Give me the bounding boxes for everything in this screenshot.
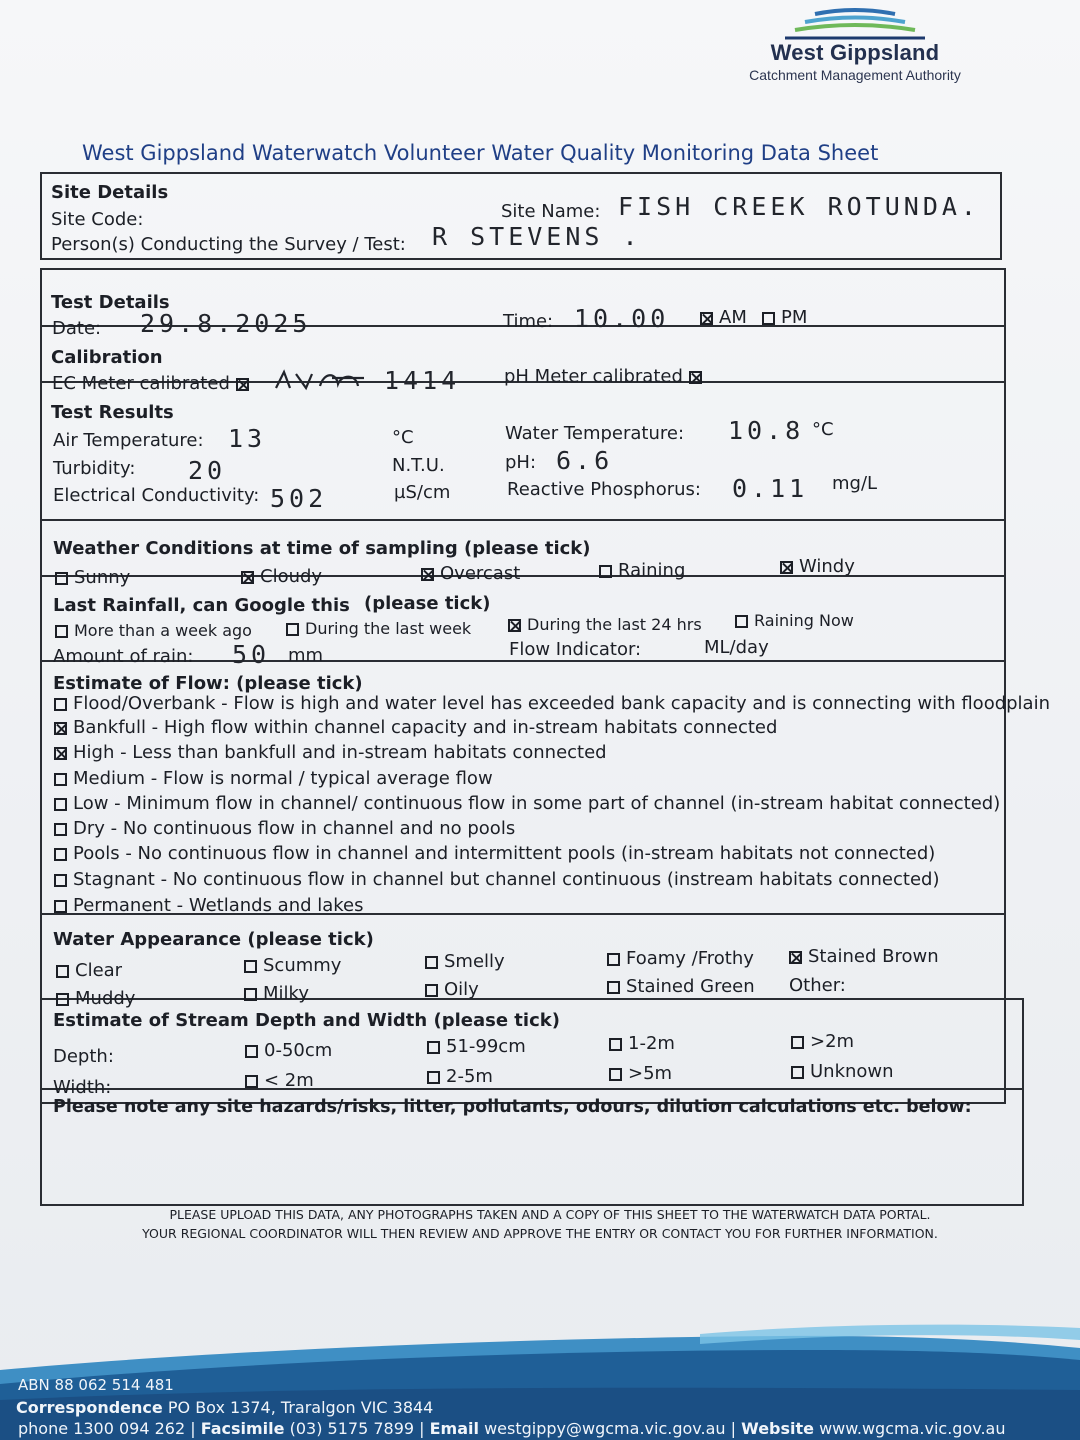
option-label: Overcast bbox=[440, 563, 521, 584]
flow-bankfull-checkbox[interactable] bbox=[54, 722, 67, 735]
rainfall-option[interactable] bbox=[55, 621, 252, 640]
notes-heading: Please note any site hazards/risks, litter, pollutants, odours, dilution calculations etc. below: bbox=[53, 1097, 972, 1117]
weather-option[interactable] bbox=[421, 563, 520, 584]
weather-option[interactable] bbox=[55, 567, 130, 588]
pm-checkbox[interactable] bbox=[762, 312, 775, 325]
option-label: 0-50cm bbox=[264, 1040, 333, 1061]
depth-over-2m-checkbox[interactable] bbox=[791, 1036, 804, 1049]
appearance-option[interactable] bbox=[56, 988, 135, 1009]
appearance-heading: Water Appearance (please tick) bbox=[53, 929, 374, 950]
ph-label: pH: bbox=[505, 452, 537, 473]
email-link[interactable]: westgippy@wgcma.vic.gov.au bbox=[484, 1419, 726, 1438]
width-label: Width: bbox=[53, 1077, 112, 1098]
ph-calibrated-option[interactable] bbox=[504, 366, 708, 387]
footer-correspondence bbox=[16, 1398, 433, 1417]
option-label: 51-99cm bbox=[446, 1036, 526, 1057]
time-value[interactable]: 10.00 bbox=[574, 304, 670, 333]
weather-sunny-checkbox[interactable] bbox=[55, 572, 68, 585]
flow-permanent-label: Permanent - Wetlands and lakes bbox=[73, 895, 364, 916]
option-label: < 2m bbox=[264, 1070, 314, 1091]
width-option[interactable] bbox=[427, 1066, 493, 1087]
amount-rain-label: Amount of rain: bbox=[53, 646, 194, 667]
width-option[interactable] bbox=[245, 1070, 314, 1091]
rainfall-option[interactable] bbox=[286, 619, 471, 638]
website-label: Website bbox=[741, 1419, 814, 1438]
rain-last-week-checkbox[interactable] bbox=[286, 623, 299, 636]
depth-width-heading: Estimate of Stream Depth and Width (please tick) bbox=[53, 1010, 560, 1031]
flow-low-checkbox[interactable] bbox=[54, 798, 67, 811]
depth-label: Depth: bbox=[53, 1046, 114, 1067]
option-label: Scummy bbox=[263, 955, 342, 976]
appearance-option[interactable] bbox=[244, 955, 341, 976]
site-details-heading: Site Details bbox=[51, 182, 169, 203]
flow-bankfull-label: Bankfull - High flow within channel capacity and in-stream habitats connected bbox=[73, 717, 778, 738]
rainfall-tick-note: (please tick) bbox=[364, 593, 491, 614]
turbidity-value[interactable]: 20 bbox=[188, 456, 227, 485]
upload-note-line1: PLEASE UPLOAD THIS DATA, ANY PHOTOGRAPHS TAKEN AND A COPY OF THIS SHEET TO THE WATERWATCH DATA PORTAL. bbox=[169, 1207, 931, 1222]
ec-unit: µS/cm bbox=[394, 482, 451, 503]
flow-indicator-unit: ML/day bbox=[704, 637, 769, 658]
flow-option-dry[interactable] bbox=[54, 818, 515, 839]
divider bbox=[40, 575, 1004, 577]
weather-windy-checkbox[interactable] bbox=[780, 561, 793, 574]
footer-abn: ABN 88 062 514 481 bbox=[18, 1376, 174, 1394]
option-label: Unknown bbox=[810, 1061, 894, 1082]
option-label: Smelly bbox=[444, 951, 505, 972]
person-label: Person(s) Conducting the Survey / Test: bbox=[51, 234, 406, 255]
flow-option-pools[interactable] bbox=[54, 843, 935, 864]
amount-rain-value[interactable]: 50 bbox=[232, 640, 271, 669]
oily-checkbox[interactable] bbox=[425, 984, 438, 997]
option-label: Clear bbox=[75, 960, 123, 981]
depth-option[interactable] bbox=[609, 1033, 675, 1054]
upload-note-line2: YOUR REGIONAL COORDINATOR WILL THEN REVIEW AND APPROVE THE ENTRY OR CONTACT YOU FOR FURTHER INFORMATION. bbox=[142, 1226, 938, 1241]
depth-option[interactable] bbox=[427, 1036, 526, 1057]
logo-title: West Gippsland bbox=[770, 40, 940, 65]
flow-option-stagnant[interactable] bbox=[54, 869, 939, 890]
pm-label: PM bbox=[781, 307, 808, 328]
flow-option-bankfull[interactable] bbox=[54, 717, 777, 738]
option-label: Oily bbox=[444, 979, 479, 1000]
option-label: Stained Brown bbox=[808, 946, 939, 967]
option-label: >5m bbox=[628, 1063, 673, 1084]
separator: | bbox=[730, 1419, 737, 1438]
separator: | bbox=[419, 1419, 425, 1438]
option-label: Raining Now bbox=[754, 611, 854, 630]
fax-value: (03) 5175 7899 bbox=[289, 1419, 415, 1438]
appearance-option[interactable] bbox=[425, 951, 505, 972]
rain-24hrs-checkbox[interactable] bbox=[508, 619, 521, 632]
depth-51-99-checkbox[interactable] bbox=[427, 1041, 440, 1054]
width-unknown-checkbox[interactable] bbox=[791, 1066, 804, 1079]
phosphorus-label: Reactive Phosphorus: bbox=[507, 479, 701, 500]
ec-value[interactable]: 502 bbox=[270, 484, 328, 513]
appearance-option[interactable] bbox=[56, 960, 122, 981]
option-label: Raining bbox=[618, 560, 686, 581]
option-label: >2m bbox=[810, 1031, 855, 1052]
flow-option-low[interactable] bbox=[54, 793, 1000, 814]
option-label: Sunny bbox=[74, 567, 131, 588]
smelly-checkbox[interactable] bbox=[425, 956, 438, 969]
time-label: Time: bbox=[503, 311, 554, 332]
email-label: Email bbox=[429, 1419, 479, 1438]
amount-rain-unit: mm bbox=[288, 645, 324, 666]
water-temp-label: Water Temperature: bbox=[505, 423, 685, 444]
sheet-title: West Gippsland Waterwatch Volunteer Water Quality Monitoring Data Sheet bbox=[82, 141, 879, 165]
flow-pools-checkbox[interactable] bbox=[54, 848, 67, 861]
correspondence-value: PO Box 1374, Traralgon VIC 3844 bbox=[167, 1398, 434, 1417]
am-checkbox[interactable] bbox=[700, 312, 713, 325]
option-label: During the last 24 hrs bbox=[527, 615, 702, 634]
appearance-option[interactable] bbox=[607, 976, 755, 997]
test-results-heading: Test Results bbox=[51, 402, 174, 423]
other-label: Other: bbox=[789, 975, 846, 996]
air-temp-unit: °C bbox=[392, 427, 414, 448]
width-over-5m-checkbox[interactable] bbox=[609, 1068, 622, 1081]
flow-option-permanent[interactable] bbox=[54, 895, 364, 916]
test-details-heading: Test Details bbox=[51, 292, 170, 313]
flow-permanent-checkbox[interactable] bbox=[54, 900, 67, 913]
flow-heading: Estimate of Flow: (please tick) bbox=[53, 673, 363, 694]
option-label: 2-5m bbox=[446, 1066, 493, 1087]
ec-label: Electrical Conductivity: bbox=[53, 485, 260, 506]
depth-option[interactable] bbox=[791, 1031, 854, 1052]
footer bbox=[0, 1320, 1080, 1440]
rainfall-heading: Last Rainfall, can Google this bbox=[53, 595, 350, 616]
weather-cloudy-checkbox[interactable] bbox=[241, 571, 254, 584]
flow-pools-label: Pools - No continuous flow in channel and intermittent pools (in-stream habitats not connected) bbox=[73, 843, 936, 864]
flow-medium-label: Medium - Flow is normal / typical average flow bbox=[73, 768, 493, 789]
flow-medium-checkbox[interactable] bbox=[54, 773, 67, 786]
weather-option[interactable] bbox=[241, 566, 322, 587]
muddy-checkbox[interactable] bbox=[56, 993, 69, 1006]
width-2-5m-checkbox[interactable] bbox=[427, 1071, 440, 1084]
phosphorus-unit: mg/L bbox=[832, 473, 878, 494]
phone-label: phone bbox=[18, 1419, 69, 1438]
footer-contact bbox=[18, 1419, 1005, 1438]
option-label: Windy bbox=[799, 556, 855, 577]
depth-option[interactable] bbox=[245, 1040, 332, 1061]
logo-waves-icon bbox=[780, 8, 930, 40]
option-label: During the last week bbox=[305, 619, 472, 638]
phosphorus-value[interactable]: 0.11 bbox=[732, 474, 809, 503]
logo-subtitle: Catchment Management Authority bbox=[749, 67, 961, 83]
flow-stagnant-label: Stagnant - No continuous flow in channel but channel continuous (instream habitats connected) bbox=[73, 869, 940, 890]
flow-dry-label: Dry - No continuous flow in channel and no pools bbox=[73, 818, 516, 839]
stained-brown-checkbox[interactable] bbox=[789, 951, 802, 964]
date-value[interactable]: 29.8.2025 bbox=[140, 309, 312, 338]
flow-low-label: Low - Minimum flow in channel/ continuous flow in some part of channel (in-stream habitat connected) bbox=[73, 793, 1001, 814]
ec-calibration-value[interactable]: 1414 bbox=[384, 366, 461, 395]
air-temp-label: Air Temperature: bbox=[53, 430, 204, 451]
flow-high-label: High - Less than bankfull and in-stream habitats connected bbox=[73, 742, 607, 763]
divider bbox=[40, 519, 1004, 521]
phone-value: 1300 094 262 bbox=[73, 1419, 186, 1438]
divider bbox=[40, 1088, 1022, 1090]
flow-indicator-label: Flow Indicator: bbox=[509, 639, 642, 660]
stained-green-checkbox[interactable] bbox=[607, 981, 620, 994]
site-name-label: Site Name: bbox=[501, 201, 601, 222]
weather-overcast-checkbox[interactable] bbox=[421, 568, 434, 581]
option-label: Cloudy bbox=[260, 566, 323, 587]
width-option[interactable] bbox=[609, 1063, 672, 1084]
site-code-label: Site Code: bbox=[51, 209, 144, 230]
fax-label: Facsimile bbox=[200, 1419, 285, 1438]
rainfall-option[interactable] bbox=[508, 615, 702, 634]
am-option[interactable] bbox=[700, 307, 747, 328]
calibration-heading: Calibration bbox=[51, 347, 163, 368]
ec-calibrated-checkbox[interactable] bbox=[236, 378, 249, 391]
flow-flood-checkbox[interactable] bbox=[54, 698, 67, 711]
appearance-option[interactable] bbox=[789, 946, 939, 967]
person-value[interactable]: R STEVENS . bbox=[432, 222, 642, 251]
rain-week-ago-checkbox[interactable] bbox=[55, 625, 68, 638]
flow-option-flood[interactable] bbox=[54, 693, 1050, 714]
weather-heading: Weather Conditions at time of sampling (please tick) bbox=[53, 538, 591, 559]
ph-value[interactable]: 6.6 bbox=[556, 446, 614, 475]
appearance-option[interactable] bbox=[425, 979, 479, 1000]
depth-0-50-checkbox[interactable] bbox=[245, 1045, 258, 1058]
rainfall-option[interactable] bbox=[735, 611, 854, 630]
option-label: Milky bbox=[263, 983, 309, 1004]
pm-option[interactable] bbox=[762, 307, 807, 328]
site-name-value[interactable]: FISH CREEK ROTUNDA. bbox=[618, 192, 980, 221]
scribble-mark bbox=[272, 366, 382, 396]
appearance-option[interactable] bbox=[244, 983, 309, 1004]
weather-option[interactable] bbox=[599, 560, 685, 581]
rain-now-checkbox[interactable] bbox=[735, 615, 748, 628]
ec-calibrated-option[interactable] bbox=[52, 373, 255, 394]
appearance-option[interactable] bbox=[607, 948, 754, 969]
flow-option-medium[interactable] bbox=[54, 768, 493, 789]
weather-raining-checkbox[interactable] bbox=[599, 565, 612, 578]
date-label: Date: bbox=[52, 318, 102, 339]
cma-logo bbox=[735, 8, 975, 83]
flow-high-checkbox[interactable] bbox=[54, 747, 67, 760]
option-label: Muddy bbox=[75, 988, 136, 1009]
water-temp-unit: °C bbox=[812, 419, 834, 440]
foamy-checkbox[interactable] bbox=[607, 953, 620, 966]
clear-checkbox[interactable] bbox=[56, 965, 69, 978]
notes-area[interactable] bbox=[50, 1128, 1010, 1194]
separator: | bbox=[190, 1419, 196, 1438]
flow-dry-checkbox[interactable] bbox=[54, 823, 67, 836]
am-label: AM bbox=[719, 307, 747, 328]
scummy-checkbox[interactable] bbox=[244, 960, 257, 973]
milky-checkbox[interactable] bbox=[244, 988, 257, 1001]
turbidity-unit: N.T.U. bbox=[392, 455, 445, 476]
water-temp-value[interactable]: 10.8 bbox=[728, 416, 805, 445]
flow-flood-label: Flood/Overbank - Flow is high and water level has exceeded bank capacity and is connecting with floodplain bbox=[73, 693, 1050, 714]
option-label: 1-2m bbox=[628, 1033, 675, 1054]
website-link[interactable]: www.wgcma.vic.gov.au bbox=[819, 1419, 1006, 1438]
option-label: Stained Green bbox=[626, 976, 755, 997]
option-label: Foamy /Frothy bbox=[626, 948, 754, 969]
turbidity-label: Turbidity: bbox=[53, 458, 136, 479]
flow-option-high[interactable] bbox=[54, 742, 607, 763]
option-label: More than a week ago bbox=[74, 621, 252, 640]
ph-calibrated-checkbox[interactable] bbox=[689, 371, 702, 384]
correspondence-label: Correspondence bbox=[16, 1398, 163, 1417]
width-under-2m-checkbox[interactable] bbox=[245, 1075, 258, 1088]
air-temp-value[interactable]: 13 bbox=[228, 424, 267, 453]
depth-1-2m-checkbox[interactable] bbox=[609, 1038, 622, 1051]
width-option[interactable] bbox=[791, 1061, 894, 1082]
flow-stagnant-checkbox[interactable] bbox=[54, 874, 67, 887]
weather-option[interactable] bbox=[780, 556, 855, 577]
ph-calibrated-label: pH Meter calibrated bbox=[504, 366, 683, 387]
ec-calibrated-label: EC Meter calibrated bbox=[52, 373, 230, 394]
